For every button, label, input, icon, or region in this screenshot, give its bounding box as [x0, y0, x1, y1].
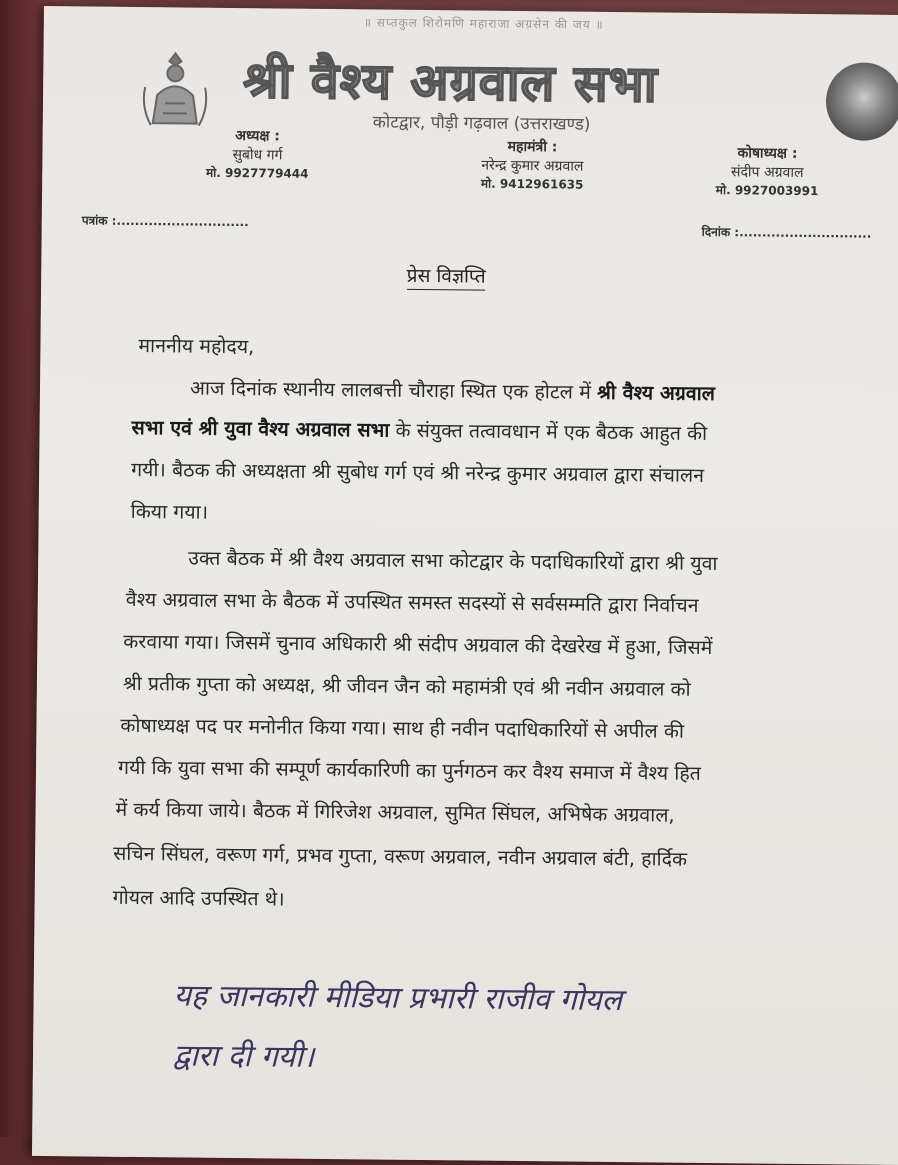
press-release-heading: [0, 258, 895, 293]
para2-line: करवाया गया। जिसमें चुनाव अधिकारी श्री संदीप अग्रवाल की देखरेख में हुआ, जिसमें: [123, 629, 713, 660]
officer-president: [162, 125, 353, 182]
para2-line: गयी कि युवा सभा की सम्पूर्ण कार्यकारिणी का पुर्नगठन कर वैश्य समाज में वैश्य हित: [117, 755, 701, 785]
para2-line: उक्त बैठक में श्री वैश्य अग्रवाल सभा कोटद्वार के पदाधिकारियों द्वारा श्री युवा: [188, 546, 718, 576]
header-motto: ॥ सप्तकुल शिरोमणि महाराजा अग्रसेन की जय ॥: [363, 15, 604, 32]
handwritten-note-line2: द्वारा दी गयी।: [172, 1038, 315, 1075]
officer-treasurer: [672, 143, 863, 200]
officer-mobile: मो. 9927779444: [205, 165, 309, 181]
para2-line: सचिन सिंघल, वरूण गर्ग, प्रभव गुप्ता, वरूण अग्रवाल, नवीन अग्रवाल बंटी, हार्दिक: [113, 841, 688, 871]
para1-line: [131, 413, 707, 446]
para2-line: श्री प्रतीक गुप्ता को अध्यक्ष, श्री जीवन जैन को महामंत्री एवं श्री नवीन अग्रवाल को: [122, 671, 691, 701]
date-field: दिनांक :.............................: [701, 224, 872, 241]
organization-address: कोटद्वार, पौड़ी गढ़वाल (उत्तराखण्ड): [372, 112, 591, 135]
officer-role: महामंत्री :: [507, 138, 558, 156]
para2-line: में कर्य किया जाये। बैठक में गिरिजेश अग्रवाल, सुमित सिंघल, अभिषेक अग्रवाल,: [115, 797, 675, 827]
para2-line: वैश्य अग्रवाल सभा के बैठक में उपस्थित समस्त सदस्यों से सर्वसम्मति द्वारा निर्वाचन: [125, 587, 699, 617]
text-run: आज दिनांक स्थानीय लालबत्ती चौराहा स्थित एक होटल में: [189, 376, 598, 404]
maharaja-agrasen-logo: [135, 47, 216, 130]
officer-name: सुबोध गर्ग: [232, 146, 283, 164]
officer-mobile: मो. 9927003991: [715, 183, 819, 199]
bold-run: श्री वैश्य अग्रवाल: [596, 380, 716, 406]
officer-role: कोषाध्यक्ष :: [737, 145, 798, 162]
officer-name: संदीप अग्रवाल: [730, 164, 804, 181]
organization-name: श्री वैश्य अग्रवाल सभा: [242, 50, 659, 114]
deity-emblem: [826, 62, 898, 141]
para2-line: गोयल आदि उपस्थित थे।: [112, 885, 285, 911]
para1-line: किया गया।: [130, 499, 209, 524]
officer-name: नरेन्द्र कुमार अग्रवाल: [481, 157, 584, 175]
officer-mobile: मो. 9412961635: [480, 176, 584, 192]
handwritten-note-line1: यह जानकारी मीडिया प्रभारी राजीव गोयल: [173, 978, 623, 1019]
para2-line: कोषाध्यक्ष पद पर मनोनीत किया गया। साथ ही नवीन पदाधिकारियों से अपील की: [120, 713, 685, 743]
text-run: के संयुक्त तत्वावधान में एक बैठक आहुत की: [389, 418, 708, 445]
letterhead-paper: [32, 6, 898, 1165]
officer-role: अध्यक्ष :: [235, 128, 281, 145]
reference-number-field: पत्रांक :.............................: [81, 213, 249, 230]
para1-line: [190, 374, 715, 406]
bold-run: सभा एवं श्री युवा वैश्य अग्रवाल सभा: [131, 415, 390, 442]
officer-general-secretary: [427, 136, 638, 193]
heading-text: प्रेस विज्ञप्ति: [407, 265, 486, 291]
para1-line: गयी। बैठक की अध्यक्षता श्री सुबोध गर्ग एवं श्री नरेन्द्र कुमार अग्रवाल द्वारा संचालन: [131, 457, 705, 487]
salutation: माननीय महोदय,: [138, 334, 255, 359]
